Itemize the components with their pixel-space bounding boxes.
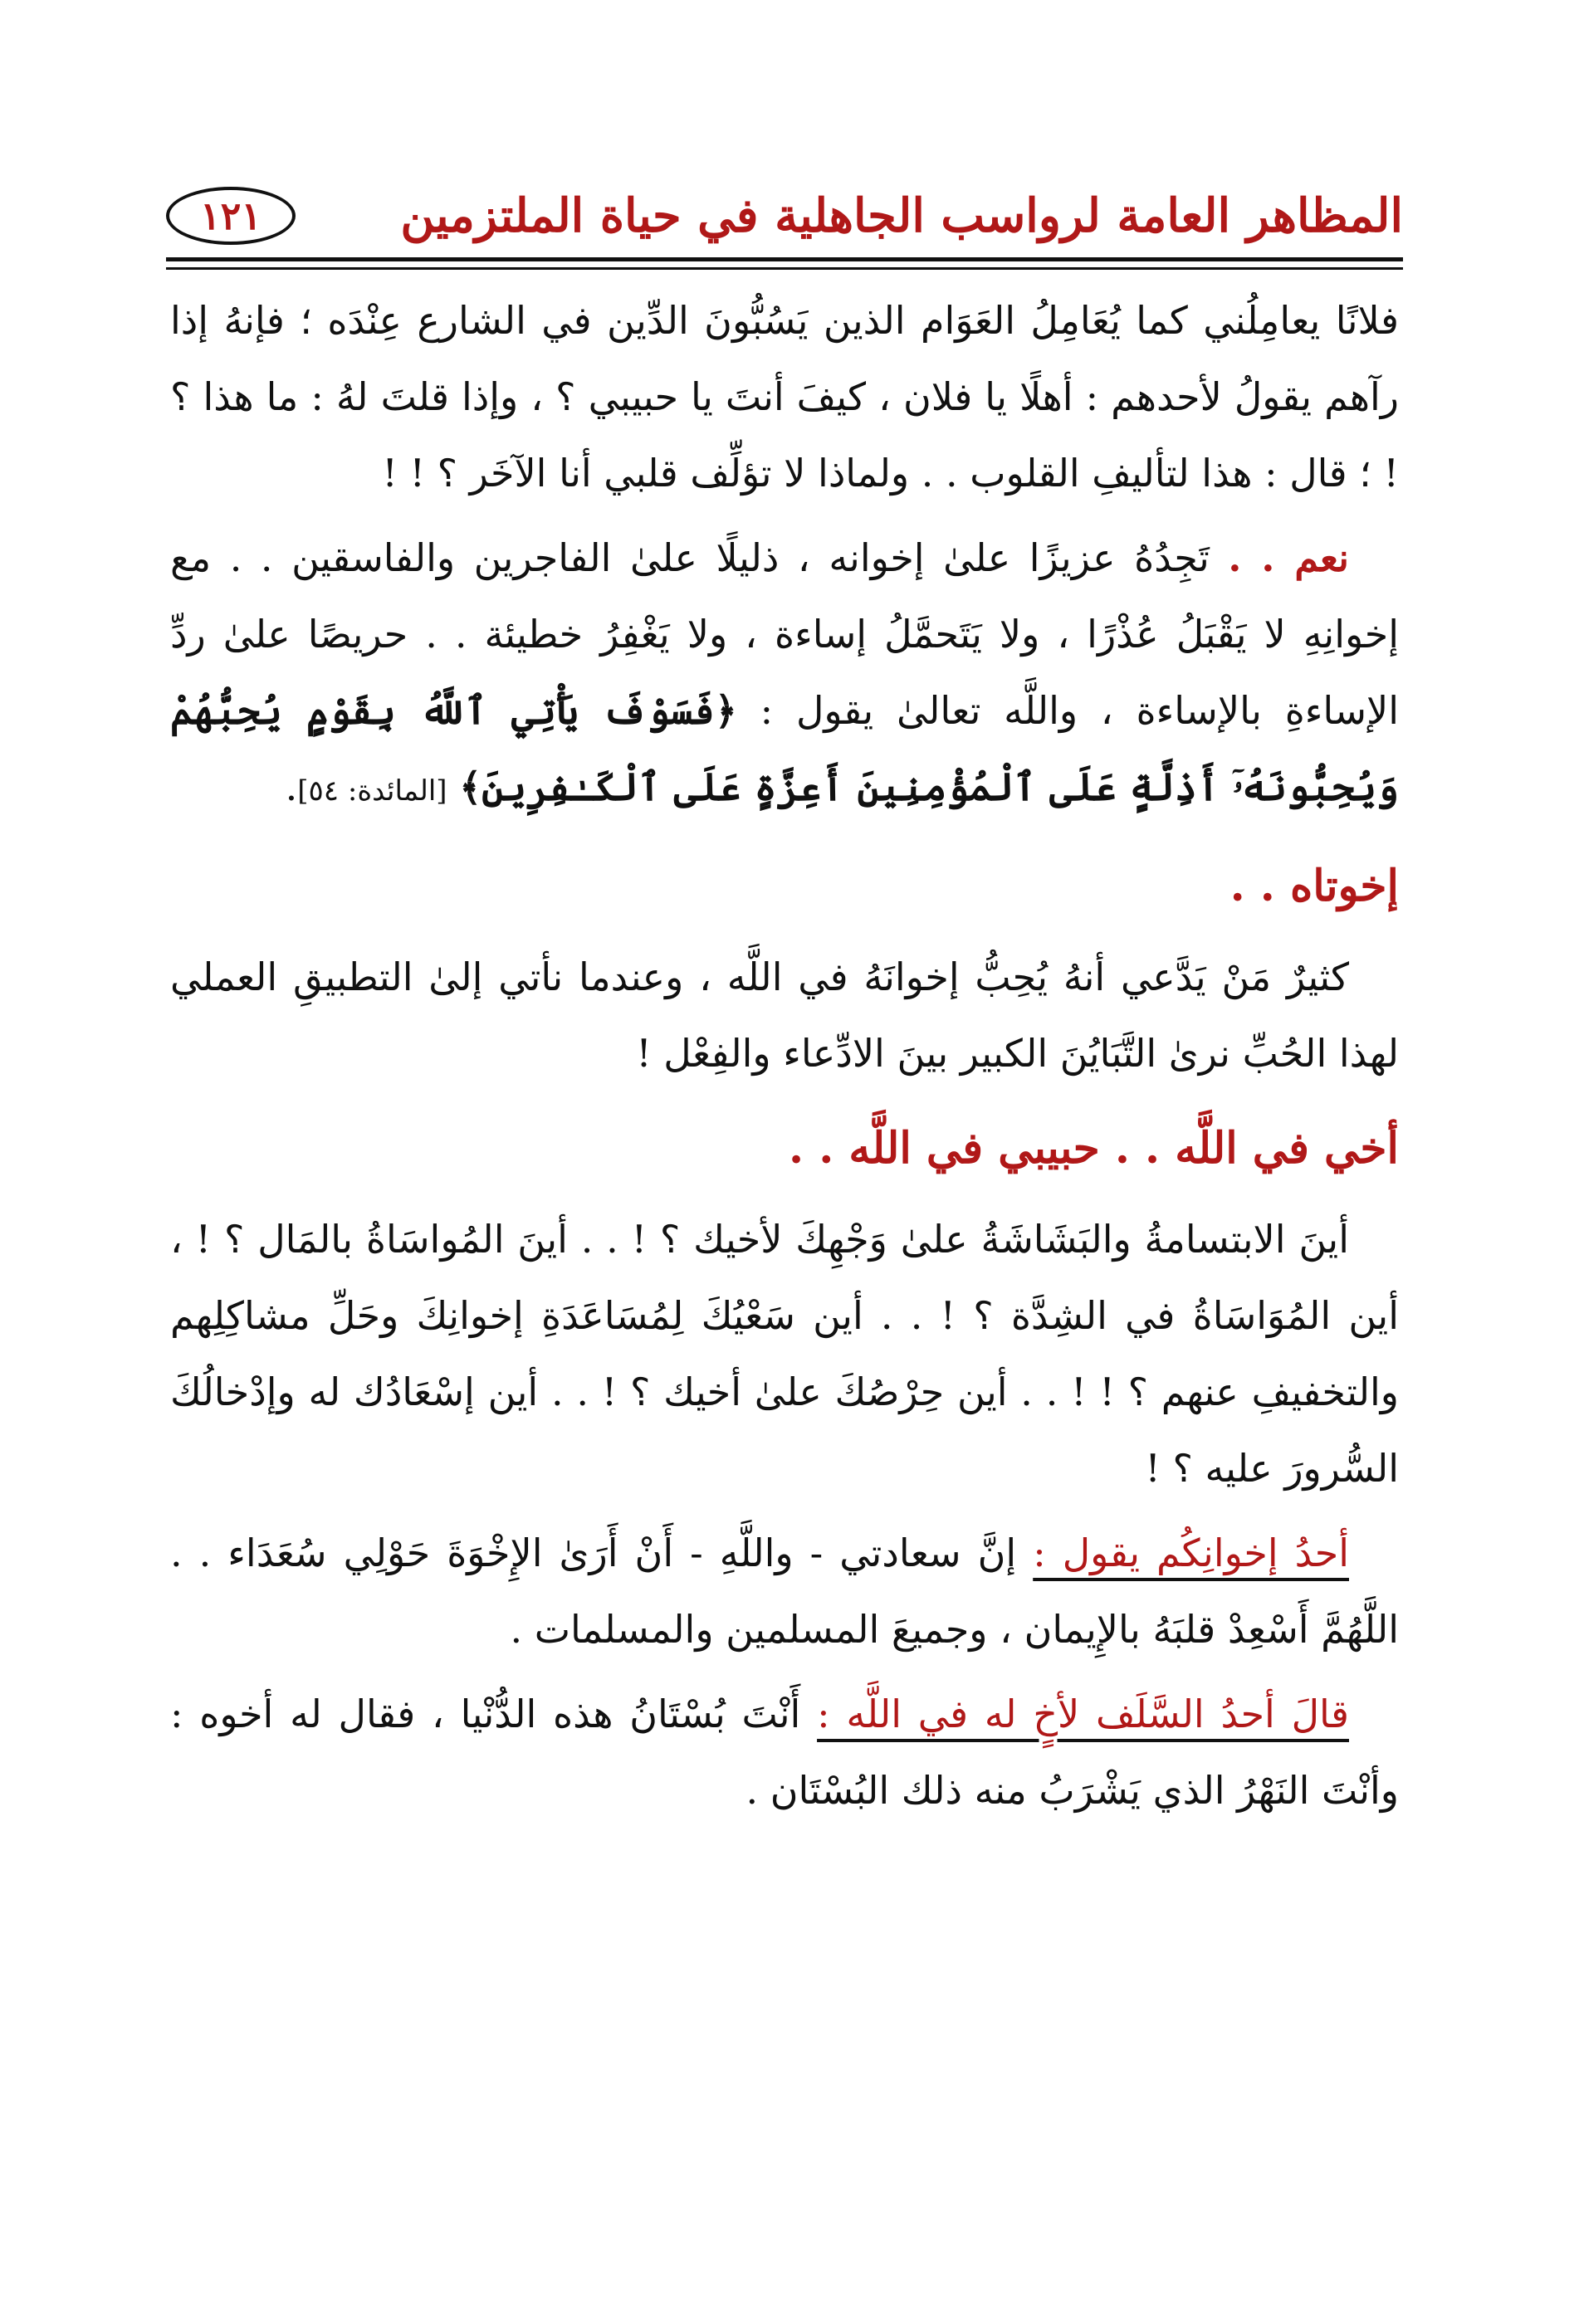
paragraph-text: فلانًا يعامِلُني كما يُعَامِلُ العَوَام الذين يَسُبُّونَ الدِّين في الشارع عِنْدَه ؛ فإنهُ إذا رآهم يقولُ لأحدهم : أهلًا يا فلان ، كيفَ أنتَ يا حبيبي ؟ ، وإذا قلتَ لهُ : ما هذا ؟ ! ؛ قال : هذا لتأليفِ القلوب . . ولماذا لا تؤلِّف قلبي أنا الآخَر ؟ ! !: [170, 298, 1399, 496]
paragraph-text: أينَ الابتسامةُ والبَشَاشَةُ علىٰ وَجْهِكَ لأخيك ؟ ! . . أينَ المُواسَاةُ بالمَال ؟ ! ، أين المُوَاسَاةُ في الشِدَّة ؟ ! . . أين سَعْيُكَ لِمُسَاعَدَةِ إخوانِكَ وحَلِّ مشاكِلِهم والتخفيفِ عنهم ؟ ! ! . . أين حِرْصُكَ علىٰ أخيك ؟ ! . . أين إسْعَادُك له وإدْخالُكَ السُّرورَ عليه ؟ !: [170, 1217, 1399, 1491]
paragraph-lead: قالَ أحدُ السَّلَف لأخٍ له في اللَّه :: [817, 1692, 1349, 1736]
paragraph-quran-verse: [170, 520, 1399, 829]
running-title: المظاهر العامة لرواسب الجاهلية في حياة الملتزمين: [400, 188, 1403, 243]
page-number-badge: ١٢١: [166, 187, 296, 245]
section-heading-my-brother: أخي في اللَّه . . حبيبي في اللَّه . .: [788, 1123, 1399, 1174]
paragraph-claim: [170, 939, 1399, 1091]
paragraph-lead: أحدُ إخوانِكُم يقول :: [1033, 1531, 1349, 1575]
paragraph-lead: نعم . .: [1228, 535, 1349, 580]
quran-verse: ﴿فَسَوْفَ يَأْتِي ٱللَّهُ بِقَوْمٍ يُحِبُّهُمْ وَيُحِبُّونَهُۥٓ أَذِلَّةٍ عَلَى ٱلْمُؤْمِنِينَ أَعِزَّةٍ عَلَى ٱلْكَـٰفِرِينَ﴾: [170, 688, 1399, 809]
verse-reference: [المائدة: ٥٤]: [297, 774, 447, 808]
paragraph-text: تَجِدُهُ عزيزًا علىٰ إخوانه ، ذليلًا علىٰ الفاجرين والفاسقين . . مع إخوانِهِ لا يَقْبَلُ عُذْرًا ، ولا يَتَحمَّلُ إساءة ، ولا يَغْفِرُ خطيئة . . حريصًا علىٰ ردِّ الإساءةِ بالإساءة ، واللَّه تعالىٰ يقول :: [170, 535, 1399, 733]
paragraph-salaf-saying: [170, 1676, 1399, 1828]
header-rule-thin: [166, 267, 1403, 270]
paragraph-continuation: [170, 282, 1399, 511]
paragraph-questions: [170, 1201, 1399, 1506]
paragraph-text: أَنْتَ بُسْتَانُ هذه الدُّنْيا ، فقال له أخوه : وأنْتَ النَهْرُ الذي يَشْرَبُ منه ذلك البُسْتَان .: [170, 1692, 1399, 1813]
page-body: [170, 282, 1399, 1837]
paragraph-text: إنَّ سعادتي - واللَّهِ - أَنْ أَرَىٰ الإِخْوَةَ حَوْلِي سُعَدَاء . . اللَّهُمَّ أَسْعِدْ قلبَهُ بالإِيمان ، وجميعَ المسلمين والمسلمات .: [170, 1531, 1399, 1652]
header-rule-thick: [166, 257, 1403, 261]
sentence-end: .: [285, 764, 298, 809]
page-header: [166, 166, 1403, 266]
paragraph-text: كثيرٌ مَنْ يَدَّعي أنهُ يُحِبُّ إخوانَهُ في اللَّه ، وعندما نأتي إلىٰ التطبيقِ العملي لهذا الحُبِّ نرىٰ التَّبَايُنَ الكبير بينَ الادِّعاء والفِعْل !: [170, 954, 1399, 1076]
paragraph-brother-says: [170, 1515, 1399, 1667]
section-heading-brothers: إخوتاه . .: [1229, 861, 1399, 911]
